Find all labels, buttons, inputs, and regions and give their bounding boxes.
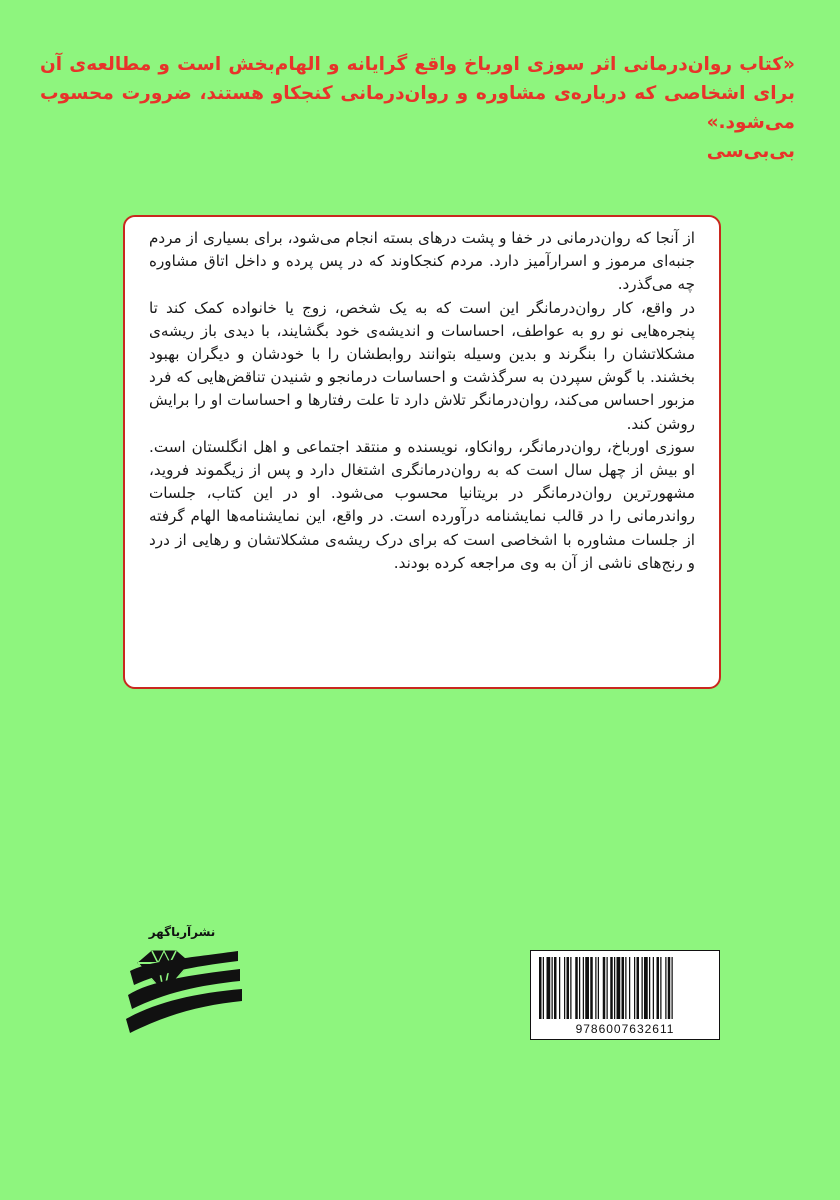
publisher-name: نشرآریاگهر — [148, 925, 216, 939]
barcode-bar — [552, 957, 553, 1019]
barcode-bar — [595, 957, 596, 1019]
barcode-bar — [575, 957, 578, 1019]
barcode-bar — [629, 957, 630, 1019]
barcode-bar — [607, 957, 608, 1019]
barcode-bar — [567, 957, 570, 1019]
publisher-logo — [120, 925, 245, 1040]
barcode-bar — [660, 957, 661, 1019]
barcode-bar — [665, 957, 666, 1019]
barcode-bar — [625, 957, 626, 1019]
description-paragraph-3: سوزی اورباخ، روان‌درمانگر، روانکاو، نویسنده و منتقد اجتماعی و اهل انگلستان است. او بیش از چهل سال است که به روان‌درمانگری اشتغال دارد و پس از زیگموند فروید، مشهورترین روان‌درمانگر در بریتانیا محسوب می‌شود. او در این کتاب، جلسات رواندرمانی را در قالب نمایشنامه درآورده است. در واقع، این نمایشنامه‌ها الهام گرفته از جلسات مشاوره با اشخاصی است که برای درک ریشه‌ی مشکلاتشان و رهایی از درد و رنج‌های ناشی از آن به وی مراجعه کرده بودند. — [149, 437, 695, 572]
barcode-bar — [598, 957, 599, 1019]
barcode-bar — [672, 957, 673, 1019]
barcode-bar — [543, 957, 544, 1019]
barcode-bar — [642, 957, 643, 1019]
barcode-bar — [622, 957, 625, 1019]
barcode-bar — [634, 957, 635, 1019]
quote-text: «کتاب روان‌درمانی اثر سوزی اورباخ واقع گرایانه و الهام‌بخش است و مطالعه‌ی آن برای اشخاصی که درباره‌ی مشاوره و روان‌درمانی کنجکاو هستند، ضرورت محسوب می‌شود.» — [40, 54, 795, 133]
barcode-bar — [668, 957, 671, 1019]
barcode-bar — [649, 957, 650, 1019]
barcode-bar — [653, 957, 654, 1019]
barcode-bar — [610, 957, 613, 1019]
quote-source: بی‌بی‌سی — [706, 141, 795, 162]
barcode-bar — [637, 957, 640, 1019]
barcode-bar — [579, 957, 580, 1019]
barcode-bar — [614, 957, 615, 1019]
barcode-bar — [570, 957, 571, 1019]
barcode-bar — [585, 957, 589, 1019]
barcode-bar — [590, 957, 593, 1019]
description-box — [123, 215, 721, 689]
barcode-bar — [603, 957, 606, 1019]
barcode-bar — [564, 957, 565, 1019]
barcode-bar — [554, 957, 557, 1019]
diamond-ribbon-logo-icon — [120, 941, 245, 1041]
barcode-bar — [583, 957, 584, 1019]
barcode-bar — [657, 957, 660, 1019]
barcode-bar — [644, 957, 648, 1019]
barcode-number: 9786007632611 — [575, 1022, 675, 1036]
barcode — [530, 950, 720, 1040]
description-paragraph-1: از آنجا که روان‌درمانی در خفا و پشت درهای بسته انجام می‌شود، برای بسیاری از مردم جنبه‌ای مرموز و اسرارآمیز دارد. مردم کنجکاوند که در پس پرده و داخل اتاق مشاوره چه می‌گذرد. — [149, 229, 695, 294]
barcode-bars-icon — [537, 957, 715, 1021]
barcode-bar — [617, 957, 621, 1019]
barcode-bar — [559, 957, 560, 1019]
quote-block — [40, 50, 795, 166]
barcode-bar — [539, 957, 542, 1019]
description-paragraph-2: در واقع، کار روان‌درمانگر این است که به یک شخص، زوج یا خانواده کمک کند تا پنجره‌هایی نو رو به عواطف، احساسات و اندیشه‌ی خود بگشایند، با دیدی باز ریشه‌ی مشکلاتشان را بنگرند و بدین وسیله بتوانند روابطشان را با خودشان و دیگران بهبود بخشند. با گوش سپردن به سرگذشت و احساسات درمانجو و شنیدن تناقض‌هایی که فرد مزبور احساس می‌کند، روان‌درمانگر تلاش دارد تا علت رفتارها و احساسات او را برایش روشن کند. — [149, 298, 695, 433]
barcode-bar — [547, 957, 551, 1019]
